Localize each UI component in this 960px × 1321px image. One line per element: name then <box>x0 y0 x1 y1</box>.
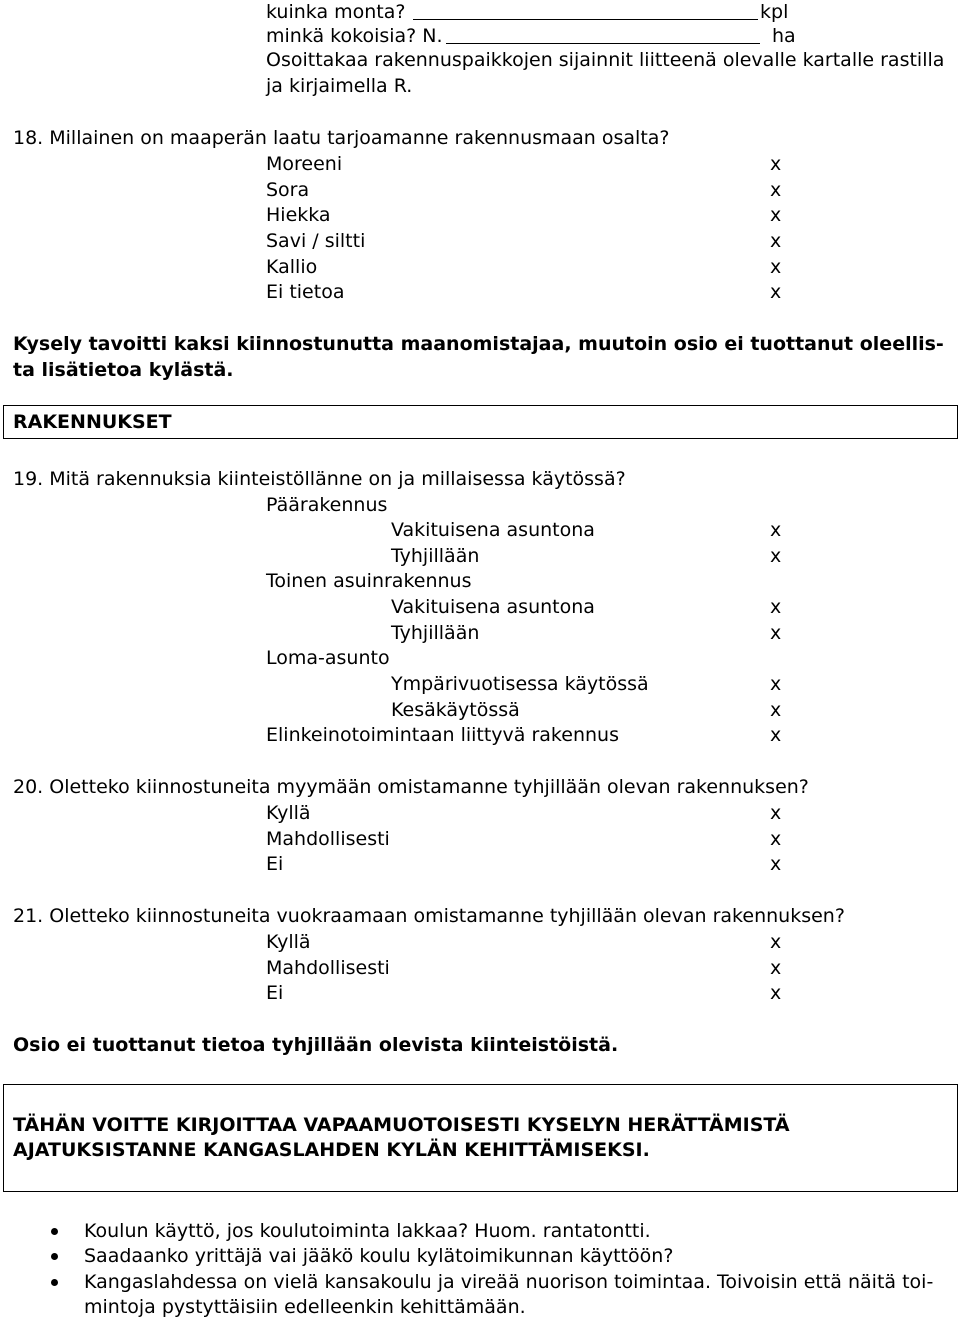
comment-item: Saadaanko yrittäjä vai jääkö koulu kylätoimikunnan käyttöön? <box>84 1245 674 1267</box>
soil-option-mark: x <box>770 256 782 278</box>
business-building-label: Elinkeinotoimintaan liittyvä rakennus <box>266 724 619 746</box>
size-answer-line <box>446 43 760 44</box>
map-instruction: Osoittakaa rakennuspaikkojen sijainnit liitteenä olevalle kartalle rastilla <box>266 49 945 71</box>
freeform-prompt: TÄHÄN VOITTE KIRJOITTAA VAPAAMUOTOISESTI KYSELYN HERÄTTÄMISTÄ <box>13 1114 790 1136</box>
section-title: RAKENNUKSET <box>13 411 172 433</box>
building-group-label: Loma-asunto <box>266 647 390 669</box>
building-use-mark: x <box>770 699 782 721</box>
size-question: minkä kokoisia? N. <box>266 25 443 47</box>
building-use-mark: x <box>770 545 782 567</box>
summary-landowners-cont: ta lisätietoa kylästä. <box>13 359 234 381</box>
comment-item: Kangaslahdessa on vielä kansakoulu ja vireää nuorison toimintaa. Toivoisin että näitä toi- <box>84 1271 934 1293</box>
freeform-prompt-cont: AJATUKSISTANNE KANGASLAHDEN KYLÄN KEHITTÄMISEKSI. <box>13 1139 650 1161</box>
building-use-mark: x <box>770 622 782 644</box>
building-use-mark: x <box>770 519 782 541</box>
building-group-label: Päärakennus <box>266 494 388 516</box>
soil-option-mark: x <box>770 230 782 252</box>
count-unit: kpl <box>760 1 789 23</box>
soil-option-label: Ei tietoa <box>266 281 345 303</box>
sell-option-mark: x <box>770 828 782 850</box>
rent-option-label: Mahdollisesti <box>266 957 390 979</box>
rent-option-label: Kyllä <box>266 931 311 953</box>
sell-option-label: Ei <box>266 853 284 875</box>
rent-option-label: Ei <box>266 982 284 1004</box>
rent-option-mark: x <box>770 982 782 1004</box>
question-20: 20. Oletteko kiinnostuneita myymään omistamanne tyhjillään olevan rakennuksen? <box>13 776 809 798</box>
building-use-label: Ympärivuotisessa käytössä <box>391 673 649 695</box>
count-answer-line <box>413 19 758 20</box>
comment-item-cont: mintoja pystyttäisiin edelleenkin kehittämään. <box>84 1296 526 1318</box>
bullet-icon <box>51 1279 58 1286</box>
building-use-label: Tyhjillään <box>391 545 480 567</box>
comment-item: Koulun käyttö, jos koulutoiminta lakkaa? Huom. rantatontti. <box>84 1220 651 1242</box>
soil-option-mark: x <box>770 281 782 303</box>
building-use-label: Vakituisena asuntona <box>391 596 595 618</box>
building-use-mark: x <box>770 673 782 695</box>
soil-option-mark: x <box>770 179 782 201</box>
rent-option-mark: x <box>770 957 782 979</box>
building-use-label: Kesäkäytössä <box>391 699 520 721</box>
sell-option-label: Kyllä <box>266 802 311 824</box>
soil-option-label: Savi / siltti <box>266 230 366 252</box>
soil-option-label: Moreeni <box>266 153 343 175</box>
soil-option-mark: x <box>770 204 782 226</box>
rent-option-mark: x <box>770 931 782 953</box>
bullet-icon <box>51 1228 58 1235</box>
soil-option-label: Kallio <box>266 256 318 278</box>
summary-vacant: Osio ei tuottanut tietoa tyhjillään olevista kiinteistöistä. <box>13 1034 619 1056</box>
soil-option-mark: x <box>770 153 782 175</box>
map-instruction-cont: ja kirjaimella R. <box>266 75 413 97</box>
sell-option-mark: x <box>770 802 782 824</box>
soil-option-label: Hiekka <box>266 204 331 226</box>
sell-option-label: Mahdollisesti <box>266 828 390 850</box>
building-group-label: Toinen asuinrakennus <box>266 570 472 592</box>
count-question: kuinka monta? <box>266 1 406 23</box>
building-use-mark: x <box>770 596 782 618</box>
question-21: 21. Oletteko kiinnostuneita vuokraamaan omistamanne tyhjillään olevan rakennuksen? <box>13 905 845 927</box>
building-use-label: Vakituisena asuntona <box>391 519 595 541</box>
business-building-mark: x <box>770 724 782 746</box>
soil-option-label: Sora <box>266 179 310 201</box>
building-use-label: Tyhjillään <box>391 622 480 644</box>
question-19: 19. Mitä rakennuksia kiinteistöllänne on ja millaisessa käytössä? <box>13 468 626 490</box>
size-unit: ha <box>772 25 796 47</box>
bullet-icon <box>51 1253 58 1260</box>
summary-landowners: Kysely tavoitti kaksi kiinnostunutta maanomistajaa, muutoin osio ei tuottanut oleellis- <box>13 333 944 355</box>
sell-option-mark: x <box>770 853 782 875</box>
question-18: 18. Millainen on maaperän laatu tarjoamanne rakennusmaan osalta? <box>13 127 670 149</box>
